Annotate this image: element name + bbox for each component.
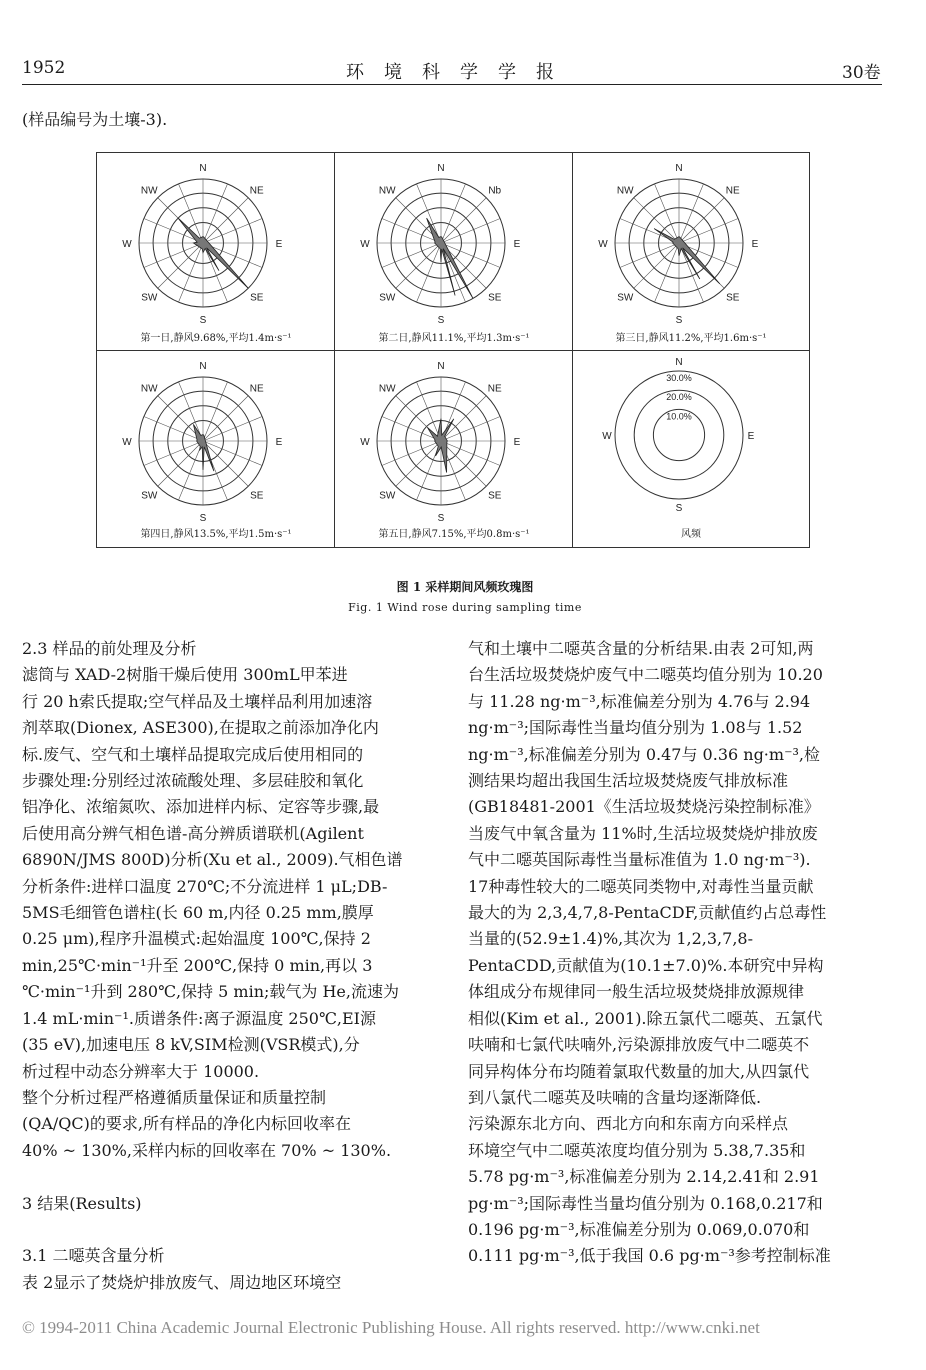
wind-rose-panel-4: [97, 351, 335, 547]
copyright-footer: © 1994-2011 China Academic Journal Electronic Publishing House. All rights reserved. http://www.cnki.net: [22, 1318, 760, 1337]
direction-label: SE: [250, 292, 264, 304]
direction-label: NW: [378, 383, 396, 395]
direction-label: W: [360, 437, 370, 448]
left-column-line: 滤筒与 XAD-2树脂干燥后使用 300mL甲苯进: [22, 665, 348, 685]
left-column-line: 40% ~ 130%,采样内标的回收率在 70% ~ 130%.: [22, 1140, 392, 1160]
right-column-line: 最大的为 2,3,4,7,8-PentaCDF,贡献值约占总毒性: [468, 903, 827, 923]
frequency-ring-label: 10.0%: [666, 411, 692, 422]
right-column-line: 17种毒性较大的二噁英同类物中,对毒性当量贡献: [468, 876, 814, 896]
right-column-line: PentaCDD,贡献值为(10.1±7.0)%.本研究中异构: [468, 955, 824, 975]
direction-label: NW: [378, 185, 396, 197]
intro-line: (样品编号为土壤-3).: [22, 110, 168, 129]
direction-label: E: [747, 431, 755, 442]
right-column-line: 与 11.28 ng·m⁻³,标准偏差分别为 4.76与 2.94: [468, 691, 811, 711]
direction-label: NW: [140, 185, 158, 197]
journal-title: 环境科学学报: [346, 62, 574, 83]
direction-label: E: [513, 437, 521, 448]
page-number: 1952: [22, 58, 66, 78]
wind-rose-figure: [96, 152, 810, 548]
direction-label: SE: [488, 292, 502, 304]
direction-label: SW: [141, 292, 158, 304]
direction-label: W: [122, 437, 132, 448]
right-column-line: 同异构体分布均随着氯取代数量的加大,从四氯代: [468, 1061, 810, 1081]
wind-rose-chart-4: [97, 351, 335, 547]
right-column: [468, 636, 888, 1270]
direction-label: W: [598, 239, 608, 250]
wind-rose-panel-3: [573, 153, 809, 351]
direction-label: SE: [726, 292, 740, 304]
wind-rose-panel-5: [335, 351, 573, 547]
direction-label: E: [751, 239, 759, 250]
direction-label: S: [437, 315, 445, 326]
panel-caption-1: 第一日,静风9.68%,平均1.4m·s⁻¹: [140, 333, 292, 344]
volume: 30卷: [842, 63, 881, 83]
direction-label: SW: [141, 490, 158, 502]
right-column-line: 当量的(52.9±1.4)%,其次为 1,2,3,7,8-: [468, 929, 753, 949]
frequency-ring-label: 30.0%: [666, 373, 692, 383]
left-column-line: 步骤处理:分别经过浓硫酸处理、多层硅胶和氧化: [22, 771, 364, 791]
right-column-line: 环境空气中二噁英浓度均值分别为 5.38,7.35和: [468, 1140, 806, 1160]
wind-rose-chart-1: [97, 153, 335, 351]
direction-label: S: [199, 513, 207, 524]
direction-label: E: [275, 437, 283, 448]
direction-label: N: [437, 163, 445, 174]
wind-rose-chart-2: [335, 153, 573, 351]
direction-label: NW: [616, 185, 634, 197]
panel-caption-6: 风频: [681, 529, 701, 540]
direction-label: E: [513, 239, 521, 250]
direction-label: NE: [249, 185, 264, 197]
right-column-line: ng·m⁻³;国际毒性当量均值分别为 1.08与 1.52: [468, 718, 803, 738]
direction-label: N: [199, 163, 207, 174]
direction-label: SW: [379, 292, 396, 304]
left-column-line: [22, 1164, 442, 1190]
direction-label: N: [199, 361, 207, 372]
direction-label: NW: [140, 383, 158, 395]
left-column: [22, 636, 442, 1296]
wind-rose-panel-2: [335, 153, 573, 351]
panel-caption-3: 第三日,静风11.2%,平均1.6m·s⁻¹: [615, 333, 767, 344]
left-column-line: (35 eV),加速电压 8 kV,SIM检测(VSR模式),分: [22, 1035, 360, 1055]
right-column-line: 污染源东北方向、西北方向和东南方向采样点: [468, 1114, 789, 1134]
direction-label: N: [675, 163, 683, 174]
left-column-line: 5MS毛细管色谱柱(长 60 m,内径 0.25 mm,膜厚: [22, 903, 374, 923]
wind-frequency-legend: [573, 351, 809, 547]
right-column-line: 体组成分布规律同一般生活垃圾焚烧排放源规律: [468, 982, 805, 1002]
panel-caption-2: 第二日,静风11.1%,平均1.3m·s⁻¹: [378, 333, 530, 344]
panel-caption-4: 第四日,静风13.5%,平均1.5m·s⁻¹: [140, 529, 292, 540]
wind-rose-panel-1: [97, 153, 335, 351]
direction-label: N: [675, 357, 683, 368]
right-column-line: 到八氯代二噁英及呋喃的含量均逐渐降低.: [468, 1087, 762, 1107]
direction-label: SW: [379, 490, 396, 502]
right-column-line: 气中二噁英国际毒性当量标准值为 1.0 ng·m⁻³).: [468, 850, 811, 870]
left-column-line: 表 2显示了焚烧炉排放废气、周边地区环境空: [22, 1272, 342, 1292]
left-column-line: 剂萃取(Dionex, ASE300),在提取之前添加净化内: [22, 718, 379, 738]
figure-caption-cn: 图 1 采样期间风频玫瑰图: [396, 580, 534, 594]
left-column-line: 6890N/JMS 800D)分析(Xu et al., 2009).气相色谱: [22, 850, 403, 870]
left-column-line: 析过程中动态分辨率大于 10000.: [22, 1061, 260, 1081]
right-column-line: (GB18481-2001《生活垃圾焚烧污染控制标准》: [468, 797, 820, 817]
right-column-line: 当废气中氧含量为 11%时,生活垃圾焚烧炉排放废: [468, 823, 818, 843]
left-column-line: 3.1 二噁英含量分析: [22, 1246, 165, 1266]
direction-label: N: [437, 361, 445, 372]
left-column-line: 0.25 μm),程序升温模式:起始温度 100℃,保持 2: [22, 929, 371, 949]
direction-label: W: [602, 431, 612, 442]
direction-label: SW: [617, 292, 634, 304]
direction-label: SE: [250, 490, 264, 502]
direction-label: NE: [725, 185, 740, 197]
direction-label: E: [275, 239, 283, 250]
figure-caption-en: Fig. 1 Wind rose during sampling time: [348, 601, 582, 614]
right-column-line: 呋喃和七氯代呋喃外,污染源排放废气中二噁英不: [468, 1035, 810, 1055]
direction-label: S: [675, 503, 683, 514]
wind-rose-petals: [427, 218, 473, 298]
right-column-line: 测结果均超出我国生活垃圾焚烧废气排放标准: [468, 771, 789, 791]
right-column-line: pg·m⁻³;国际毒性当量均值分别为 0.168,0.217和: [468, 1193, 823, 1213]
right-column-line: 台生活垃圾焚烧炉废气中二噁英均值分别为 10.20: [468, 665, 823, 685]
direction-label: Nb: [488, 185, 502, 197]
direction-label: W: [122, 239, 132, 250]
left-column-line: min,25℃·min⁻¹升至 200℃,保持 0 min,再以 3: [22, 955, 373, 975]
left-column-line: 2.3 样品的前处理及分析: [22, 639, 197, 658]
left-column-line: 整个分析过程严格遵循质量保证和质量控制: [22, 1087, 327, 1107]
direction-label: NE: [487, 383, 502, 395]
left-column-line: 后使用高分辨气相色谱-高分辨质谱联机(Agilent: [22, 823, 364, 843]
left-column-line: 铝净化、浓缩氮吹、添加进样内标、定容等步骤,最: [22, 797, 380, 817]
left-column-line: 行 20 h索氏提取;空气样品及土壤样品利用加速溶: [22, 691, 373, 711]
panel-caption-5: 第五日,静风7.15%,平均0.8m·s⁻¹: [378, 529, 530, 540]
direction-label: S: [437, 513, 445, 524]
right-column-line: 气和土壤中二噁英含量的分析结果.由表 2可知,两: [468, 639, 814, 658]
right-column-line: 相似(Kim et al., 2001).除五氯代二噁英、五氯代: [468, 1008, 823, 1028]
left-column-line: (QA/QC)的要求,所有样品的净化内标回收率在: [22, 1114, 351, 1134]
direction-label: S: [675, 315, 683, 326]
left-column-line: [22, 1217, 442, 1243]
left-column-line: 1.4 mL·min⁻¹.质谱条件:离子源温度 250℃,EI源: [22, 1008, 376, 1028]
direction-label: SE: [488, 490, 502, 502]
right-column-line: 0.196 pg·m⁻³,标准偏差分别为 0.069,0.070和: [468, 1219, 810, 1239]
right-column-line: 0.111 pg·m⁻³,低于我国 0.6 pg·m⁻³参考控制标准: [468, 1246, 831, 1266]
direction-label: NE: [249, 383, 264, 395]
left-column-line: 3 结果(Results): [22, 1193, 142, 1213]
left-column-line: ℃·min⁻¹升到 280℃,保持 5 min;载气为 He,流速为: [22, 982, 399, 1002]
header-rule: [22, 84, 882, 85]
wind-rose-chart-5: [335, 351, 573, 547]
direction-label: S: [199, 315, 207, 326]
right-column-line: ng·m⁻³,标准偏差分别为 0.47与 0.36 ng·m⁻³,检: [468, 744, 821, 764]
left-column-line: 标.废气、空气和土壤样品提取完成后使用相同的: [22, 744, 364, 764]
direction-label: W: [360, 239, 370, 250]
wind-frequency-legend-panel: [573, 351, 809, 547]
right-column-line: 5.78 pg·m⁻³,标准偏差分别为 2.14,2.41和 2.91: [468, 1167, 820, 1187]
frequency-ring-label: 20.0%: [666, 392, 692, 403]
left-column-line: 分析条件:进样口温度 270℃;不分流进样 1 μL;DB-: [22, 876, 388, 896]
wind-rose-chart-3: [573, 153, 809, 351]
